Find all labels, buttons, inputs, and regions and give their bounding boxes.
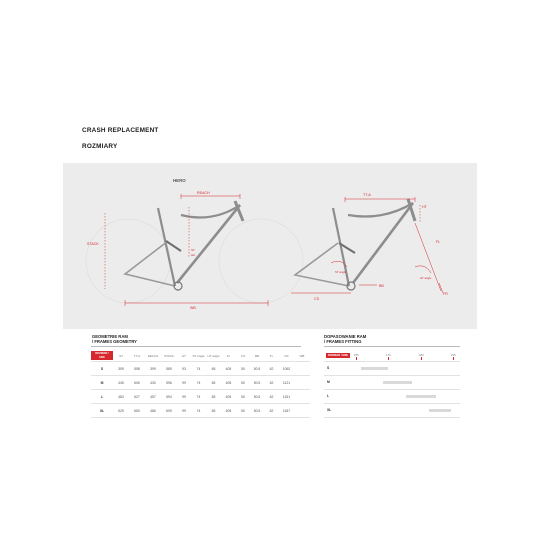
fit-row: S (324, 362, 460, 376)
col-wb: WB (294, 350, 310, 362)
col-ht: HT (177, 350, 191, 362)
right-frame-drawing (295, 199, 415, 290)
fr-label: FR (443, 292, 448, 296)
cs-label: CS (314, 297, 319, 301)
geometry-header-row (91, 350, 310, 362)
geometry-divider (91, 346, 301, 347)
size-badge: ROZMIAR / SIZE (328, 354, 349, 357)
wb-label: WB (190, 306, 196, 310)
scale-label: 170 (386, 353, 391, 357)
table-row: L 483 627 457 594 99 74 65 405 50 50.5 62 1151 (91, 390, 310, 404)
st-angle-label: ST angle (335, 270, 347, 274)
page-title: CRASH REPLACEMENT (82, 127, 159, 134)
col-tt-a: TT-A (129, 350, 145, 362)
fitting-title: DOPASOWANIE RAM / FRAMES FITTING (324, 334, 367, 344)
scale-tick (453, 357, 454, 360)
col-tl: TL (264, 350, 279, 362)
ht-label: HT (422, 205, 427, 209)
bb-label: BB (379, 284, 384, 288)
fit-bar (406, 395, 435, 398)
tt-a-label: TT-A (363, 193, 371, 197)
col-ht-angle: HT angle (206, 350, 221, 362)
scale-tick (421, 357, 422, 360)
col-cs: CS (236, 350, 250, 362)
col-fl: FL (221, 350, 236, 362)
page-subtitle: ROZMIARY (82, 143, 118, 150)
size-badge: ROZMIAR / SIZE (91, 350, 113, 362)
fit-bar (361, 367, 388, 370)
geometry-diagram-panel (63, 163, 477, 329)
col-st-angle: ST angle (191, 350, 206, 362)
scale-label: 155 (354, 353, 359, 357)
ha-label: HA (191, 253, 196, 257)
geometry-table (91, 350, 310, 418)
fit-bar (429, 409, 451, 412)
fit-row: L (324, 390, 460, 404)
fitting-divider (324, 346, 460, 347)
fl-label: FL (436, 240, 441, 244)
ht-angle-label: HT angle (420, 276, 432, 280)
reach-label: REACH (197, 191, 210, 195)
fit-bar (383, 381, 412, 384)
st-label: ST (191, 248, 195, 252)
scale-tick (356, 357, 357, 360)
geometry-title: GEOMETRIE RAM / FRAMES GEOMETRY (92, 334, 137, 344)
table-row: S 395 598 399 589 93 74 65 405 50 50.5 62 1062 (91, 362, 310, 376)
stack-label: STACK (87, 242, 99, 246)
scale-label: 195 (451, 353, 456, 357)
col-reach: REACH (145, 350, 161, 362)
geometry-diagram (63, 163, 477, 329)
fit-row: XL (324, 404, 460, 418)
scale-tick (388, 357, 389, 360)
col-bb: BB (250, 350, 264, 362)
col-stack: STACK (161, 350, 177, 362)
fit-row: M (324, 376, 460, 390)
table-row: XL 529 650 486 609 99 74 65 405 50 50.5 62 1187 (91, 404, 310, 418)
left-frame-drawing (86, 201, 303, 303)
col-fr: FR (279, 350, 294, 362)
scale-label: 180 (419, 353, 424, 357)
col-st: ST (113, 350, 129, 362)
model-name: HERO (173, 178, 186, 183)
left-dimension-lines (105, 194, 268, 306)
fitting-chart (324, 350, 460, 418)
table-row: M 445 606 430 596 99 74 65 405 50 50.5 62 1121 (91, 376, 310, 390)
fitting-header-row (324, 350, 460, 362)
